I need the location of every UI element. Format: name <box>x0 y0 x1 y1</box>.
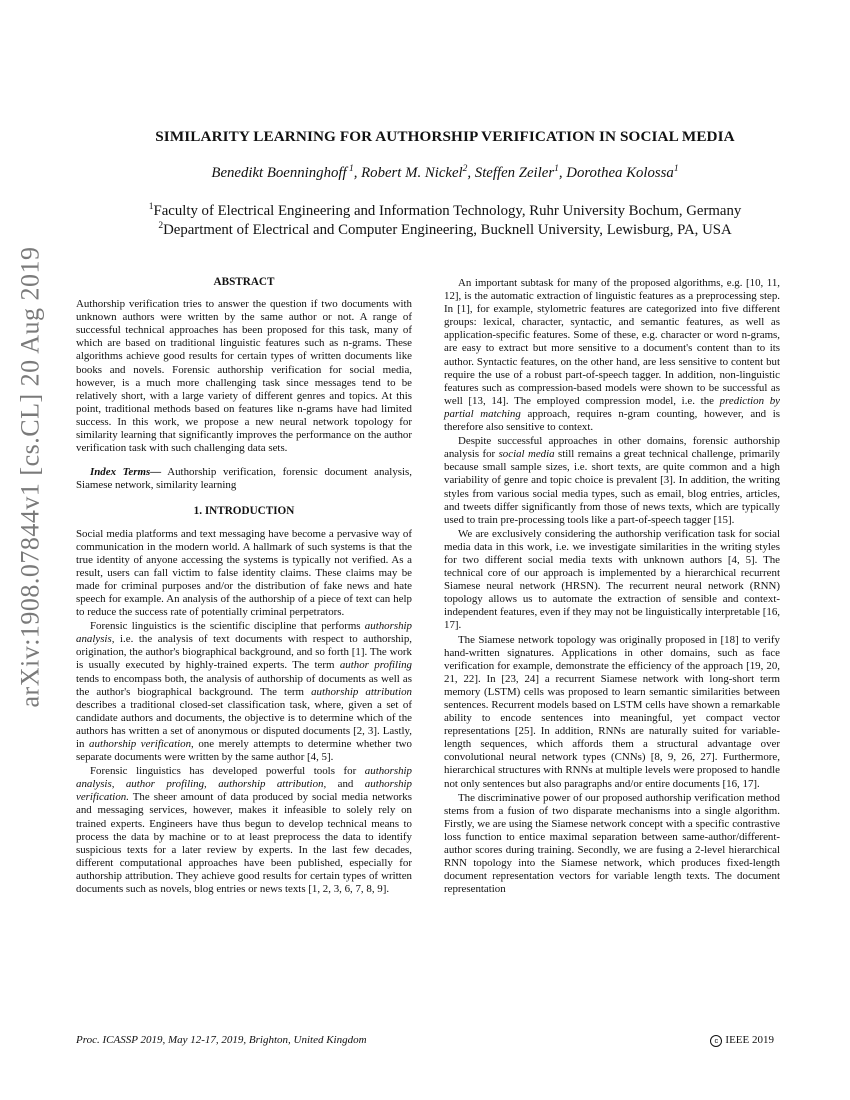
text-run: Forensic linguistics is the scientific discipline that performs <box>90 620 365 633</box>
right-paragraph-2 <box>444 435 780 527</box>
author-sup: 1 <box>554 164 559 175</box>
paper-title: SIMILARITY LEARNING FOR AUTHORSHIP VERIFICATION IN SOCIAL MEDIA <box>155 128 735 145</box>
text-run: still remains a great technical challenge, primarily because small sample sizes, i.e. short texts, are quite common and a high variability of genre and topic choice is prevalent [3]. In addition, the writing styles from various social media types, such as email, blog entries, articles, and tweets differ significantly from those of news texts, which are typically used to train pre-processing tools like a part-of-speech tagger [15]. <box>444 448 781 526</box>
index-terms <box>76 466 412 492</box>
affiliation-line <box>60 221 830 240</box>
intro-paragraph-1: Social media platforms and text messaging have become a pervasive way of communication in the modern world. A hallmark of such systems is that the true identity of anyone accessing the systems is typically not verified. As a result, users can fall victim to false identity claims. These claims may be made for criminal purposes and/or the distribution of fake news and hate speech for example. An analysis of the authorship of a piece of text can help to reduce the success rate of potentially criminal perpetrators. <box>76 527 412 619</box>
right-paragraph-3: We are exclusively considering the authorship verification task for social media data in this work, i.e. we investigate similarities in the writing styles for two different social media texts with unknown authors [4, 5]. The technical core of our approach is implemented by a hierarchical recurrent Siamese neural network (HRSN). The recurrent neural network (RNN) topology allows us to automate the extraction of sensible and context-independent features, even if they may not be linguistically interpretable [16, 17]. <box>444 527 780 632</box>
text-run: describes a traditional closed-set classification task, where, given a set of candidate authors and documents, the objective is to determine which of the authors has written a set of anonymous or disputed documents [2, 3]. Lastly, in <box>76 698 412 750</box>
text-run: tends to encompass both, the analysis of authorship of documents as well as the author's biographical background. The term <box>76 672 412 698</box>
author-name: Steffen Zeiler <box>474 165 555 181</box>
intro-paragraph-2 <box>76 620 412 764</box>
right-paragraph-4: The Siamese network topology was originally proposed in [18] to verify hand-written signatures. Applications in other domains, such as face verification for example, demonstrate the efficiency of the approach [19, 20, 21, 22]. In [23, 24] a recurrent Siamese network with long-short term memory (LSTM) cells was proposed to learn semantic similarities between sentences. Recurrent models based on LSTM cells have shown a remarkable ability to encode sentences into meaningful, yet compact vector representations [25]. In addition, RNNs are naturally suited for variable-length sequences, which affords them a structural advantage over convolutional neural network types (CNNs) [8, 9, 26, 27]. Furthermore, hierarchical structures with RNNs at multiple levels were proposed to handle not only sentences but also paragraphs and/or entire documents [16, 17]. <box>444 633 780 790</box>
emphasis: authorship verification <box>89 738 192 750</box>
author-name: Benedikt Boenninghoff <box>211 165 347 181</box>
author-list: Benedikt Boenninghoff $^1$, Robert M. Nickel$^2$, Steffen Zeiler$^1$, Dorothea Kolossa$^1$ <box>211 164 679 181</box>
right-paragraph-5: The discriminative power of our proposed authorship verification method stems from a fusion of two disparate mechanisms into a single algorithm. Firstly, we are using the Siamese network concept with a specific contrastive loss function to entice maximal separation between same-author/different-author scores during training. Secondly, we are fusing a 2-level hierarchical RNN topology into the Siamese network, which produces fixed-length document representation vectors for variable length texts. The document representation <box>444 791 780 896</box>
affiliation-text: Faculty of Electrical Engineering and Information Technology, Ruhr University Bochum, Germany <box>153 203 742 219</box>
author-sup: 1 <box>348 164 354 175</box>
text-run: approach, requires n-gram counting, however, and is therefore also sensitive to context. <box>444 407 781 434</box>
emphasis: social media <box>498 448 555 461</box>
text-run: Despite successful approaches in other domains, forensic authorship analysis for <box>444 435 780 461</box>
author-sup: 2 <box>462 164 468 175</box>
arxiv-sidebar <box>8 246 52 708</box>
arxiv-id: arXiv:1908.07844v1 [cs.CL] 20 Aug 2019 <box>15 246 44 708</box>
copyright-footer <box>710 1034 774 1047</box>
affiliation-sup: 1 <box>148 202 154 213</box>
abstract-heading: ABSTRACT <box>213 276 275 288</box>
right-column <box>444 276 780 896</box>
text-run: The sheer amount of data produced by social media networks and messaging services, however, makes it infeasible to solely rely on trained experts. Engineers have thus begun to develop technical means to process the data by machine or to at least preprocess the data to identify suspicious texts for a later review by experts. In the last few decades, different computational approaches have been published, especially for authorship attribution. They achieve good results for certain types of written documents such as novels, blog entries or news texts [1, 2, 3, 6, 7, 8, 9]. <box>76 791 412 896</box>
intro-paragraph-3 <box>76 765 412 896</box>
text-run: and <box>326 778 365 791</box>
copyright-icon: c <box>710 1035 722 1047</box>
affiliation-text: Department of Electrical and Computer Engineering, Bucknell University, Lewisburg, PA, USA <box>163 221 732 238</box>
emphasis: authorship analysis, author profiling, authorship attribution, <box>76 765 412 791</box>
emphasis: prediction by partial matching <box>444 394 780 420</box>
text-run: Forensic linguistics has developed powerful tools for <box>90 765 365 778</box>
abstract-text: Authorship verification tries to answer the question if two documents with unknown authors were written by the same author or not. A range of successful technical approaches has been proposed for this task, many of which are based on traditional linguistic features such as n-grams. These algorithms achieve good results for certain types of written documents like books and novels. Forensic authorship verification for social media, however, is a much more challenging task since messages tend to be relatively short, with a large variety of different genres and topics. At this point, traditional methods based on features like n-grams have had limited success. In this work, we propose a new neural network topology for similarity learning that significantly improves the performance on the author verification task with such challenging data sets. <box>76 298 412 455</box>
text-run: , one merely attempts to determine whether two separate documents were written by the same author [4, 5]. <box>76 738 412 764</box>
emphasis: author profiling <box>339 659 412 672</box>
affiliation-sup: 2 <box>158 220 164 231</box>
author-sup: 1 <box>673 164 679 175</box>
affiliation-line <box>60 202 830 221</box>
index-terms-text: Authorship verification, forensic document analysis, Siamese network, similarity learning <box>76 466 412 492</box>
author-name: Robert M. Nickel <box>361 165 463 181</box>
copyright-text: IEEE 2019 <box>725 1034 774 1046</box>
intro-heading: 1. INTRODUCTION <box>193 505 295 518</box>
left-column <box>76 276 412 896</box>
affiliations <box>60 202 830 239</box>
index-terms-label: Index Terms— <box>90 466 162 479</box>
text-run: i.e. the analysis of text documents with respect to authorship, origination, the author's biographical background, and so forth [1]. The work is usually executed by highly-trained experts. The term <box>76 633 412 672</box>
author-name: Dorothea Kolossa <box>566 165 674 181</box>
right-paragraph-1 <box>444 277 780 434</box>
text-run: An important subtask for many of the proposed algorithms, e.g. [10, 11, 12], is the automatic extraction of linguistic features as a preprocessing step. In [1], for example, stylometric features are categorized into five different groups: lexical, character, syntactic, and semantic features, as well as application-specific features. Some of these, e.g. character or word n-grams, are easy to extract but more sensitive to a document's content than to its author. Syntactic features, on the other hand, are less sensitive to content but require the use of a robust part-of-speech tagger. In addition, non-linguistic features such as compression-based models were shown to be successful as well [13, 14]. The employed compression model, i.e. the <box>444 277 780 407</box>
emphasis: authorship attribution <box>311 685 412 698</box>
emphasis: authorship verification. <box>76 778 412 804</box>
venue-footer: Proc. ICASSP 2019, May 12-17, 2019, Brighton, United Kingdom <box>76 1034 367 1046</box>
emphasis: authorship analysis, <box>76 620 412 646</box>
